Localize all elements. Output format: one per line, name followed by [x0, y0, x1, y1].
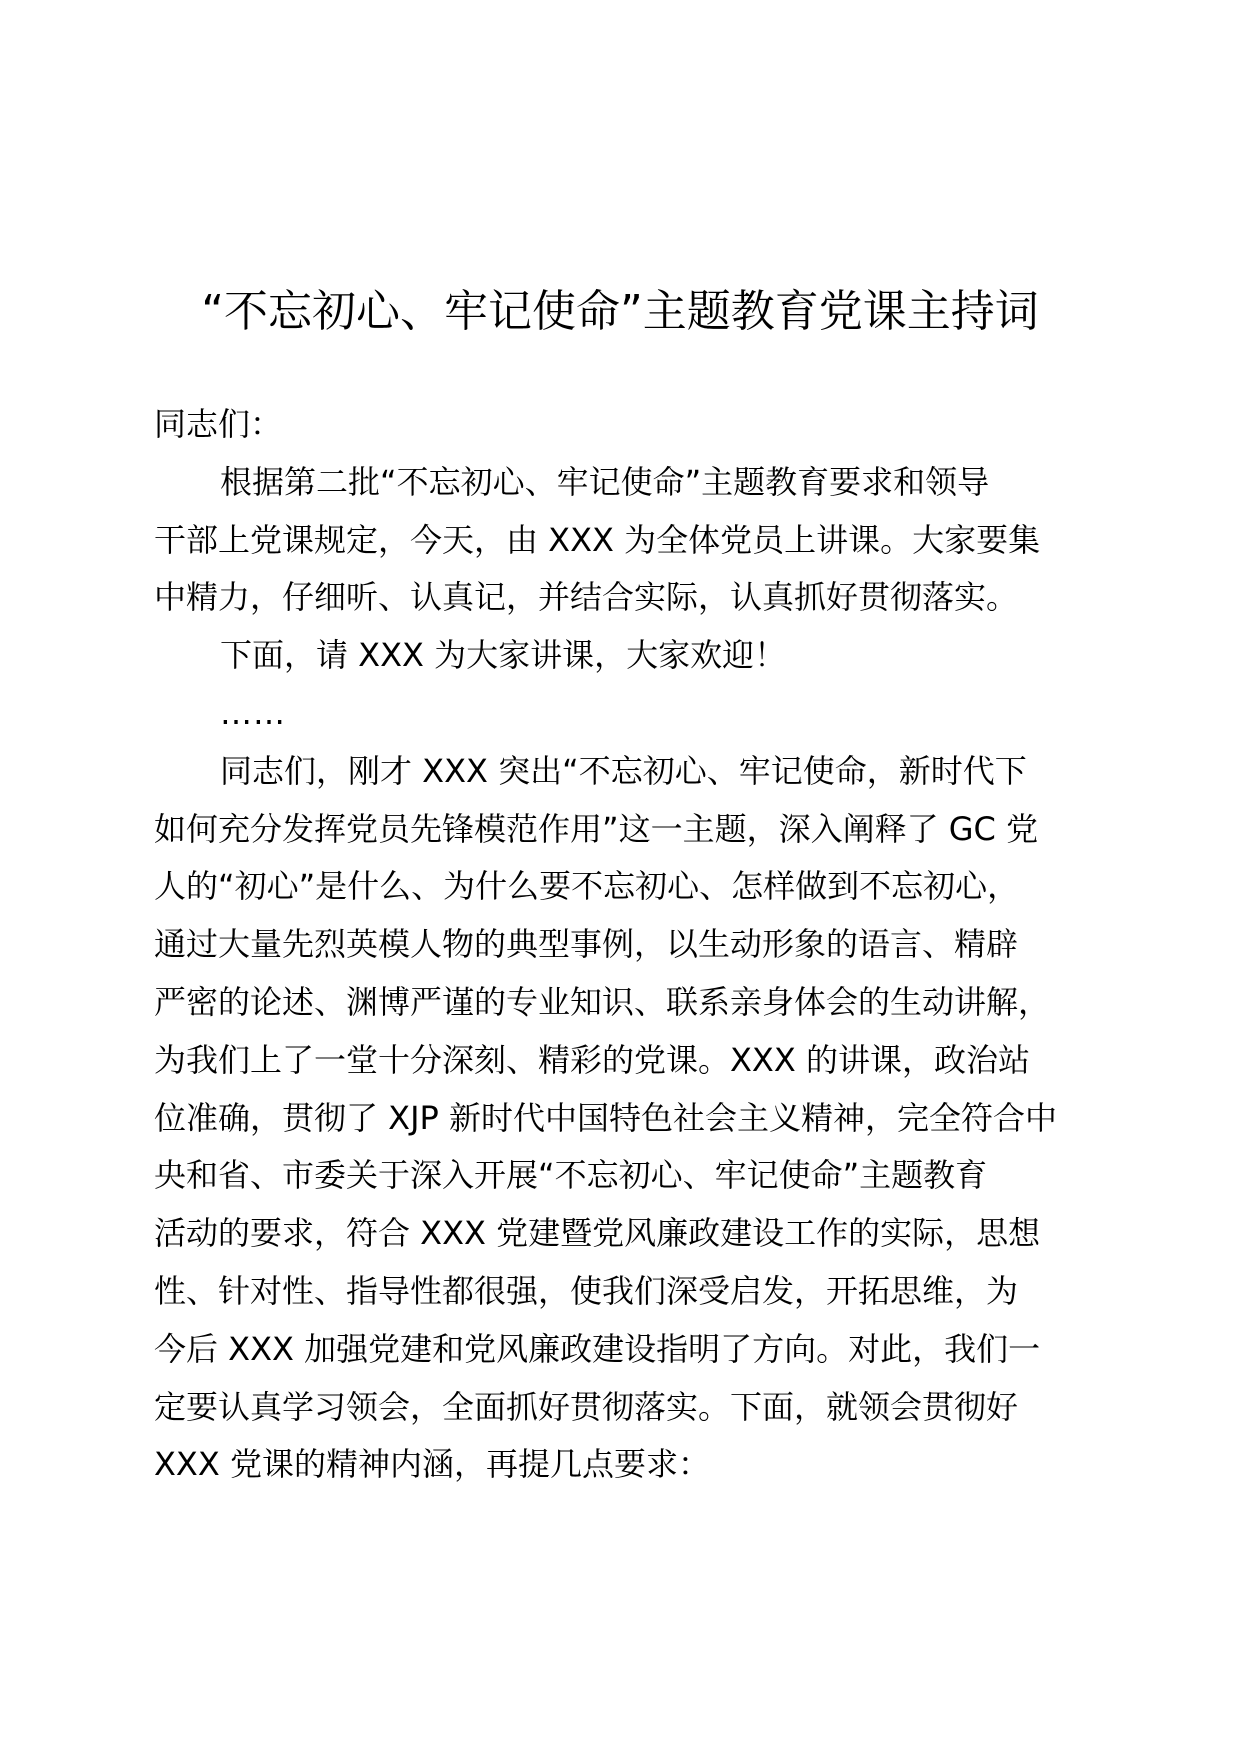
- paragraph-line: 定要认真学习领会，全面抓好贯彻落实。下面，就领会贯彻好: [154, 1387, 1019, 1426]
- paragraph-line: 如何充分发挥党员先锋模范作用”这一主题，深入阐释了 GC 党: [154, 809, 1039, 848]
- ellipsis-line: ……: [220, 693, 286, 732]
- paragraph-line: 根据第二批“不忘初心、牢记使命”主题教育要求和领导: [220, 462, 990, 501]
- paragraph-line: 今后 XXX 加强党建和党风廉政建设指明了方向。对此，我们一: [154, 1329, 1041, 1368]
- paragraph-line: 为我们上了一堂十分深刻、精彩的党课。XXX 的讲课，政治站: [154, 1040, 1030, 1079]
- paragraph-line: 严密的论述、渊博严谨的专业知识、联系亲身体会的生动讲解，: [154, 982, 1051, 1021]
- paragraph-line: 同志们，刚才 XXX 突出“不忘初心、牢记使命，新时代下: [220, 751, 1027, 790]
- paragraph-line: 中精力，仔细听、认真记，并结合实际，认真抓好贯彻落实。: [154, 578, 1019, 617]
- paragraph-line: 下面，请 XXX 为大家讲课，大家欢迎！: [220, 636, 787, 675]
- paragraph-line: 人的“初心”是什么、为什么要不忘初心、怎样做到不忘初心，: [154, 867, 1020, 906]
- paragraph-ellipsis: [154, 685, 1114, 743]
- document-title: “不忘初心、牢记使命”主题教育党课主持词: [201, 286, 1039, 337]
- paragraph-line: XXX 党课的精神内涵，再提几点要求：: [154, 1445, 710, 1484]
- document-body: [154, 396, 1114, 1494]
- salutation: 同志们：: [154, 405, 283, 443]
- paragraph-line: 位准确，贯彻了 XJP 新时代中国特色社会主义精神，完全符合中: [154, 1098, 1058, 1137]
- paragraph-line: 性、针对性、指导性都很强，使我们深受启发，开拓思维，为: [154, 1271, 1019, 1310]
- paragraph-line: 央和省、市委关于深入开展“不忘初心、牢记使命”主题教育: [154, 1156, 988, 1195]
- paragraph-line: 干部上党课规定，今天，由 XXX 为全体党员上讲课。大家要集: [154, 520, 1041, 559]
- paragraph-line: 活动的要求，符合 XXX 党建暨党风廉政建设工作的实际，思想: [154, 1214, 1041, 1253]
- paragraph-2: [154, 627, 1114, 685]
- paragraph-3: [154, 743, 1114, 1494]
- paragraph-line: 通过大量先烈英模人物的典型事例，以生动形象的语言、精辟: [154, 925, 1019, 964]
- paragraph-1: [154, 454, 1114, 627]
